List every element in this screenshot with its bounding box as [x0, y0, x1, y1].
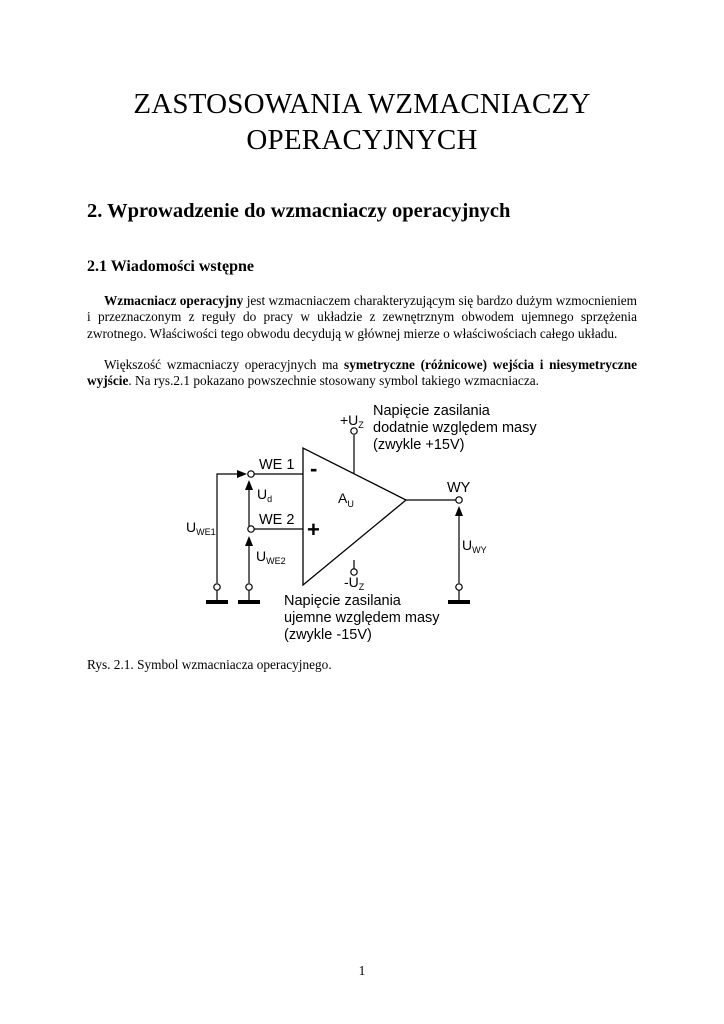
- paragraph-1-bold-term: Wzmacniacz operacyjny: [104, 293, 244, 308]
- document-title: [0, 86, 724, 158]
- paragraph-1: [87, 293, 637, 342]
- input1-label: WE 1: [259, 457, 295, 473]
- uwe2-label: $U_{WE2}$: [256, 548, 286, 566]
- ud-label: $U_d$: [257, 486, 273, 504]
- uwy-label: $U_{WY}$: [462, 537, 487, 555]
- title-line-2: OPERACYJNYCH: [246, 124, 478, 156]
- paragraph-2: [87, 357, 637, 390]
- supply-positive-terminal: [351, 428, 357, 434]
- uwe1-arrowhead: [237, 470, 247, 478]
- uwe1-arrow-line: [217, 474, 238, 583]
- paragraph-2-text-a: Większość wzmacniaczy operacyjnych ma: [104, 357, 345, 372]
- ground-symbol-uwe2: [238, 600, 260, 604]
- output-terminal: [456, 497, 462, 503]
- page-number: 1: [358, 963, 366, 978]
- supply-positive-label: $+U_Z$: [340, 412, 364, 430]
- paragraph-2-text-b: . Na rys.2.1 pokazano powszechnie stosowany symbol takiego wzmacniacza.: [128, 373, 539, 389]
- title-line-1: ZASTOSOWANIA WZMACNIACZY: [133, 88, 591, 120]
- input1-terminal: [248, 471, 254, 477]
- uwe2-arrowhead: [245, 536, 253, 546]
- ud-arrowhead: [245, 480, 253, 490]
- supply-positive-note: Napięcie zasilania dodatnie względem masy (zwykle +15V): [373, 403, 537, 453]
- non-inverting-sign: +: [307, 517, 320, 542]
- uwe1-label: $U_{WE1}$: [186, 519, 216, 537]
- section-heading: 2.1 Wiadomości wstępne: [87, 258, 254, 275]
- inverting-sign: -: [310, 456, 318, 481]
- input2-terminal: [248, 526, 254, 532]
- supply-negative-label: $-U_Z$: [344, 574, 365, 592]
- input2-label: WE 2: [259, 512, 295, 528]
- gain-label: $A_U$: [338, 490, 354, 509]
- figure-caption: Rys. 2.1. Symbol wzmacniacza operacyjnego.: [87, 657, 332, 672]
- paragraph-2-bold: symetryczne (różnicowe) wejścia i niesymetryczne wyjście: [87, 357, 637, 389]
- op-amp-symbol-figure: [0, 395, 724, 655]
- ground-symbol-uwe1: [206, 600, 228, 604]
- ground-symbol-uwy: [448, 600, 470, 604]
- uwy-arrowhead: [455, 506, 463, 516]
- supply-negative-note: Napięcie zasilania ujemne względem masy (zwykle -15V): [284, 593, 440, 643]
- paragraph-1-text: jest wzmacniaczem charakteryzującym się bardzo dużym wzmocnieniem i przeznaczonym z reguły do pracy w układzie z zewnętrznym obwodem ujemnego sprzężenia zwrotnego. Właściwości tego obwodu decydują w głównej mierze o właściwościach całego układu.: [87, 293, 638, 341]
- output-label: WY: [447, 480, 471, 496]
- chapter-heading: 2. Wprowadzenie do wzmacniaczy operacyjnych: [87, 200, 511, 222]
